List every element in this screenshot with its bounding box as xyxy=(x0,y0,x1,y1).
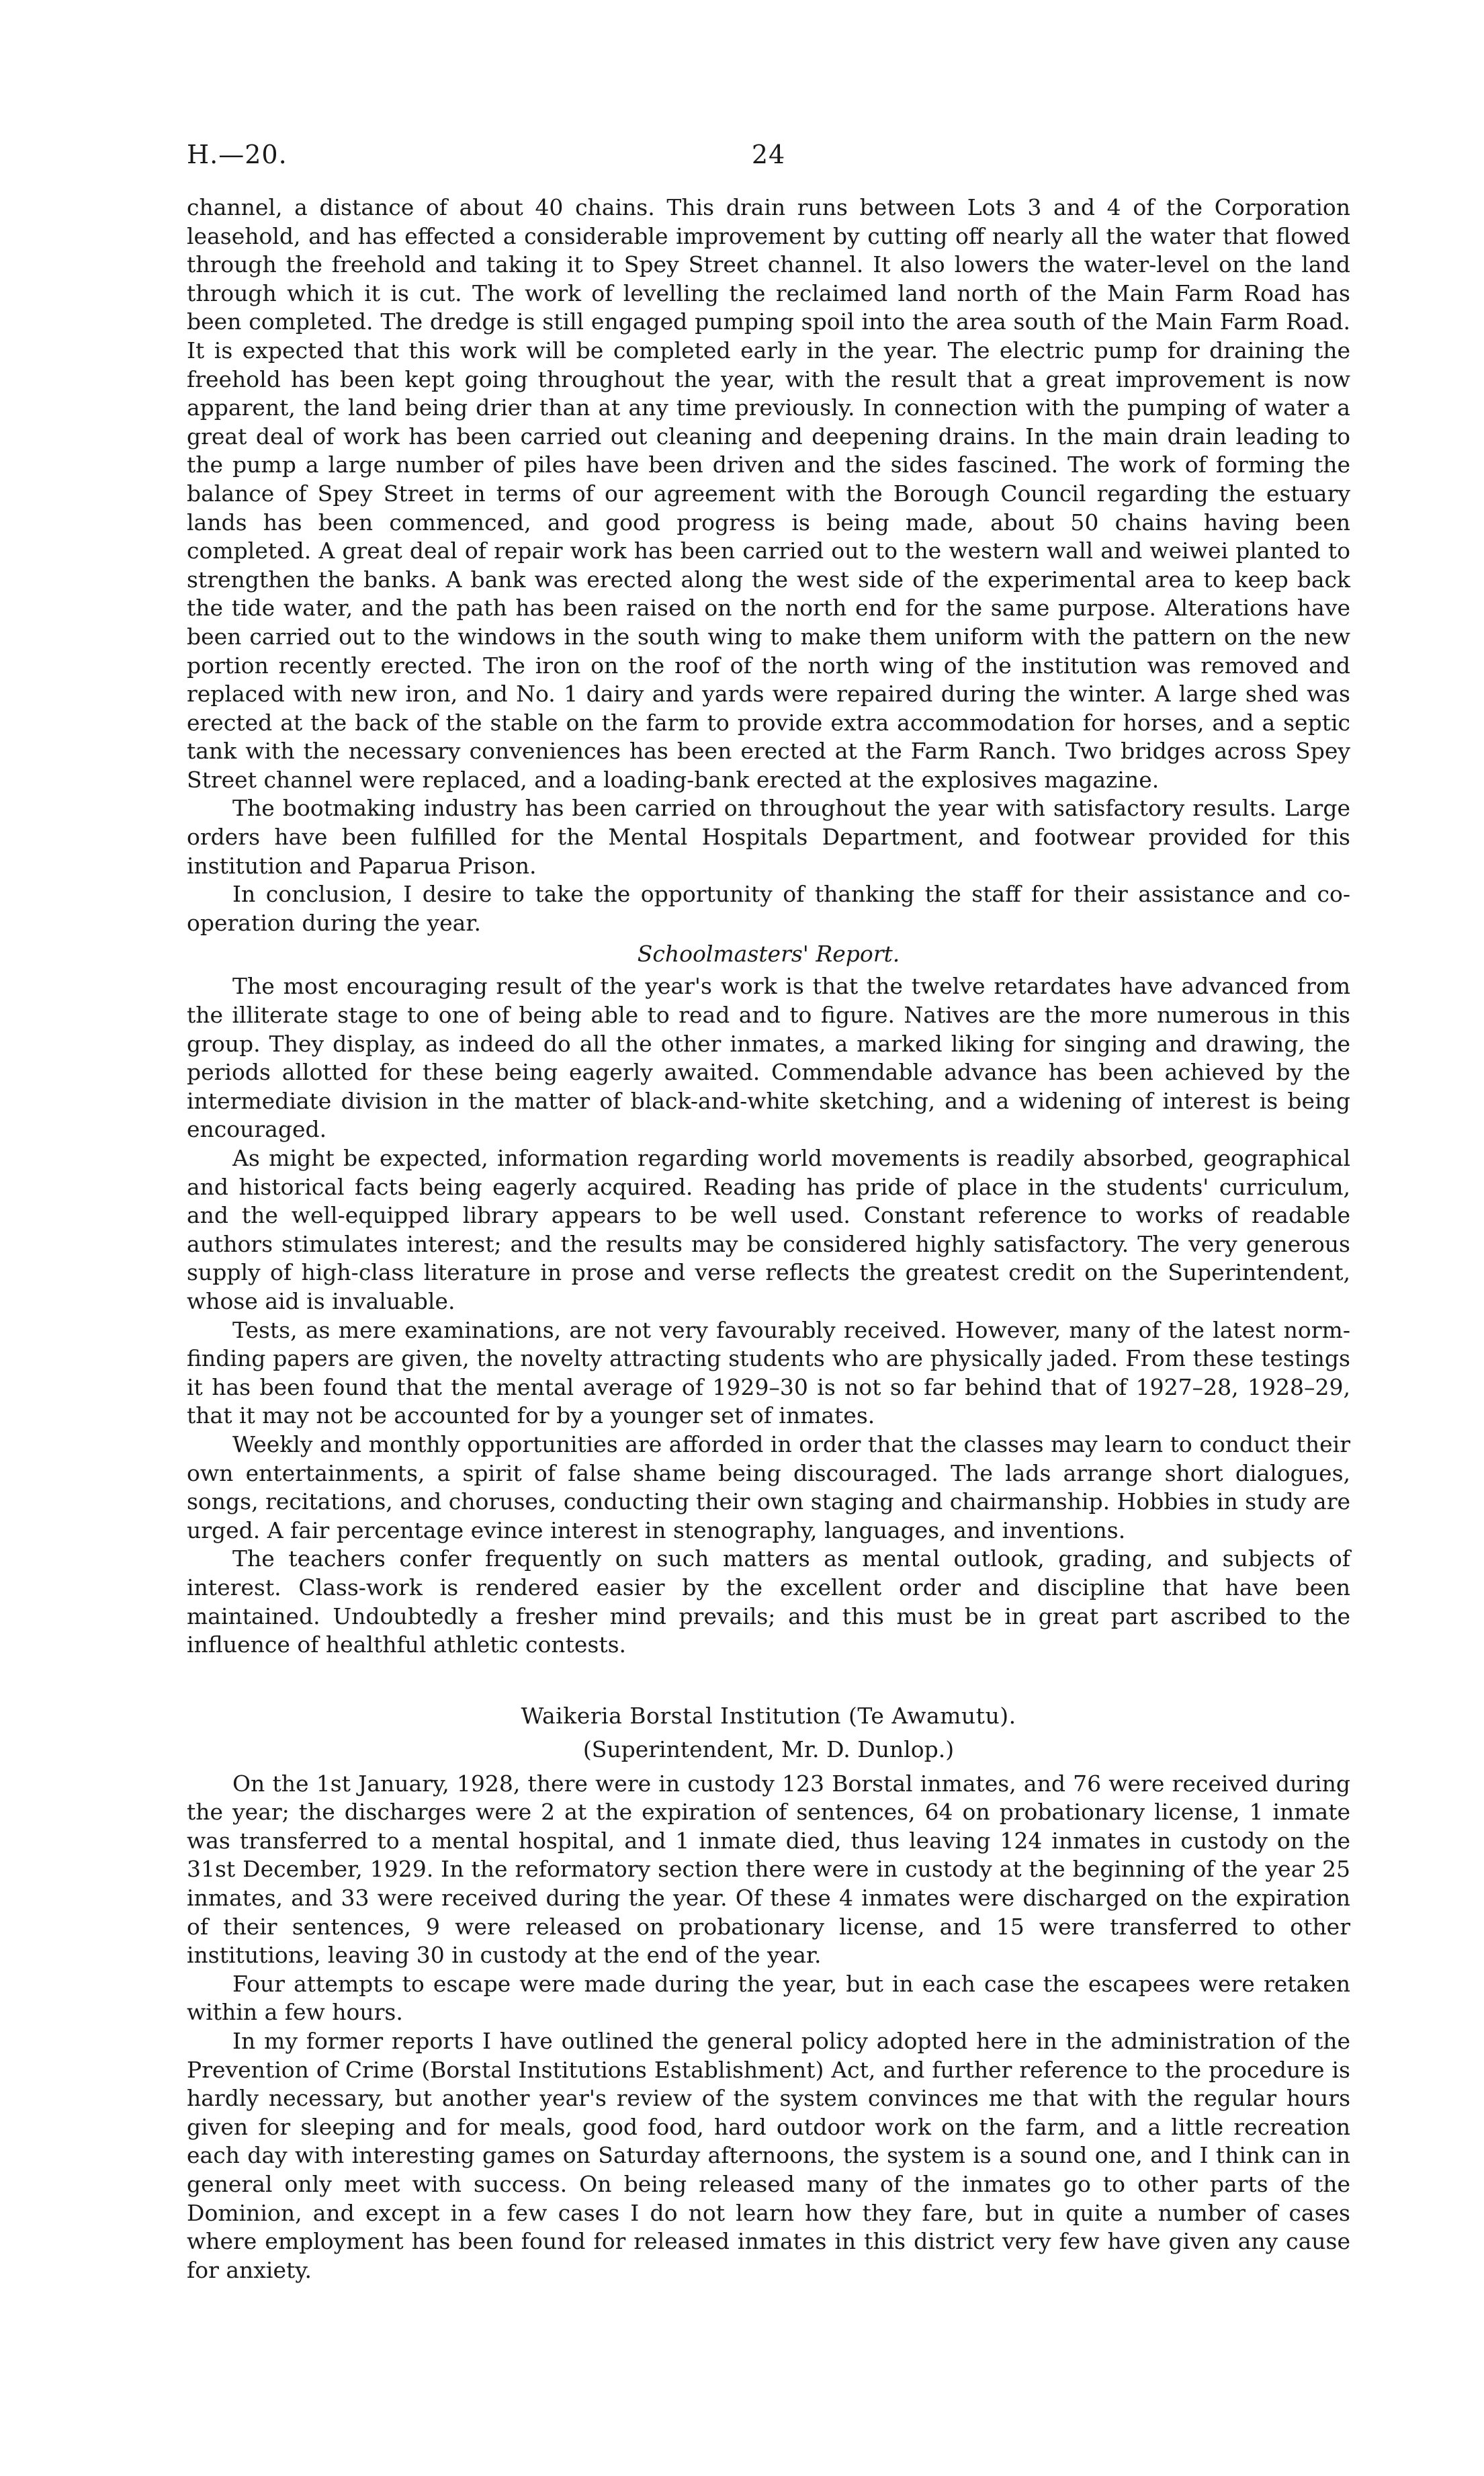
paragraph-escapes: Four attempts to escape were made during the year, but in each case the escapees were retaken within a few hours. xyxy=(187,1970,1350,2026)
paragraph-conclusion: In conclusion, I desire to take the opportunity of thanking the staff for their assistance and co-operation during the year. xyxy=(187,881,1350,936)
schoolmasters-report-heading: Schoolmasters' Report. xyxy=(637,941,900,968)
paragraph-entertainments: Weekly and monthly opportunities are afforded in order that the classes may learn to conduct their own entertainments, a spirit of false shame being discouraged. The lads arrange short dialogues, songs, recitations, and choruses, conducting their own staging and chairmanship. Hobbies in study are urged. A fair percentage evince interest in stenography, languages, and inventions. xyxy=(187,1431,1350,1543)
paragraph-tests: Tests, as mere examinations, are not very favourably received. However, many of the latest norm-finding papers are given, the novelty attracting students who are physically jaded. From these testings it has been found that the mental average of 1929–30 is not so far behind that of 1927–28, 1928–29, that it may not be accounted for by a younger set of inmates. xyxy=(187,1316,1350,1429)
section-spacer xyxy=(187,1660,1350,1701)
body-text xyxy=(187,194,1350,2285)
page-number: 24 xyxy=(751,140,786,169)
paragraph-policy: In my former reports I have outlined the general policy adopted here in the administration of the Prevention of Crime (Borstal Institutions Establishment) Act, and further reference to the procedure is hardly necessary, but another year's review of the system convinces me that with the regular hours given for sleeping and for meals, good food, hard outdoor work on the farm, and a little recreation each day with interesting games on Saturday afternoons, the system is a sound one, and I think can in general only meet with success. On being released many of the inmates go to other parts of the Dominion, and except in a few cases I do not learn how they fare, but in quite a number of cases where employment has been found for released inmates in this district very few have given any cause for anxiety. xyxy=(187,2028,1350,2283)
document-page xyxy=(187,134,1350,2432)
paragraph-farm-works: channel, a distance of about 40 chains. This drain runs between Lots 3 and 4 of the Corporation leasehold, and has effected a considerable improvement by cutting off nearly all the water that flowed through the freehold and taking it to Spey Street channel. It also lowers the water-level on the land through which it is cut. The work of levelling the reclaimed land north of the Main Farm Road has been completed. The dredge is still engaged pumping spoil into the area south of the Main Farm Road. It is expected that this work will be completed early in the year. The electric pump for draining the freehold has been kept going throughout the year, with the result that a great improvement is now apparent, the land being drier than at any time previously. In connection with the pumping of water a great deal of work has been carried out cleaning and deepening drains. In the main drain leading to the pump a large number of piles have been driven and the sides fascined. The work of forming the balance of Spey Street in terms of our agreement with the Borough Council regarding the estuary lands has been commenced, and good progress is being made, about 50 chains having been completed. A great deal of repair work has been carried out to the western wall and weiwei planted to strengthen the banks. A bank was erected along the west side of the experimental area to keep back the tide water, and the path has been raised on the north end for the same purpose. Alterations have been carried out to the windows in the south wing to make them uniform with the pattern on the new portion recently erected. The iron on the roof of the north wing of the institution was removed and replaced with new iron, and No. 1 dairy and yards were repaired during the winter. A large shed was erected at the back of the stable on the farm to provide extra accommodation for horses, and a septic tank with the necessary conveniences has been erected at the Farm Ranch. Two bridges across Spey Street channel were replaced, and a loading-bank erected at the explosives magazine. xyxy=(187,194,1350,793)
paragraph-bootmaking: The bootmaking industry has been carried on throughout the year with satisfactory results. Large orders have been fulfilled for the Mental Hospitals Department, and footwear provided for this institution and Paparua Prison. xyxy=(187,795,1350,879)
waikeria-superintendent: (Superintendent, Mr. D. Dunlop.) xyxy=(582,1736,955,1762)
paragraph-custody-figures: On the 1st January, 1928, there were in custody 123 Borstal inmates, and 76 were received during the year; the discharges were 2 at the expiration of sentences, 64 on probationary license, 1 inmate was transferred to a mental hospital, and 1 inmate died, thus leaving 124 inmates in custody on the 31st December, 1929. In the reformatory section there were in custody at the beginning of the year 25 inmates, and 33 were received during the year. Of these 4 inmates were discharged on the expiration of their sentences, 9 were released on probationary license, and 15 were transferred to other institutions, leaving 30 in custody at the end of the year. xyxy=(187,1770,1350,1969)
paragraph-world-movements: As might be expected, information regarding world movements is readily absorbed, geographical and historical facts being eagerly acquired. Reading has pride of place in the students' curriculum, and the well-equipped library appears to be well used. Constant reference to works of readable authors stimulates interest; and the results may be considered highly satisfactory. The very generous supply of high-class literature in prose and verse reflects the greatest credit on the Superintendent, whose aid is invaluable. xyxy=(187,1145,1350,1314)
document-reference: H.—20. xyxy=(187,140,288,169)
paragraph-retardates: The most encouraging result of the year's work is that the twelve retardates have advanced from the illiterate stage to one of being able to read and to figure. Natives are the more numerous in this group. They display, as indeed do all the other inmates, a marked liking for singing and drawing, the periods allotted for these being eagerly awaited. Commendable advance has been achieved by the intermediate division in the matter of black-and-white sketching, and a widening of interest is being encouraged. xyxy=(187,973,1350,1143)
paragraph-teachers: The teachers confer frequently on such matters as mental outlook, grading, and subjects of interest. Class-work is rendered easier by the excellent order and discipline that have been maintained. Undoubtedly a fresher mind prevails; and this must be in great part ascribed to the influence of healthful athletic contests. xyxy=(187,1545,1350,1658)
page-header xyxy=(187,134,1350,181)
waikeria-section-title: Waikeria Borstal Institution (Te Awamutu). xyxy=(521,1702,1016,1729)
